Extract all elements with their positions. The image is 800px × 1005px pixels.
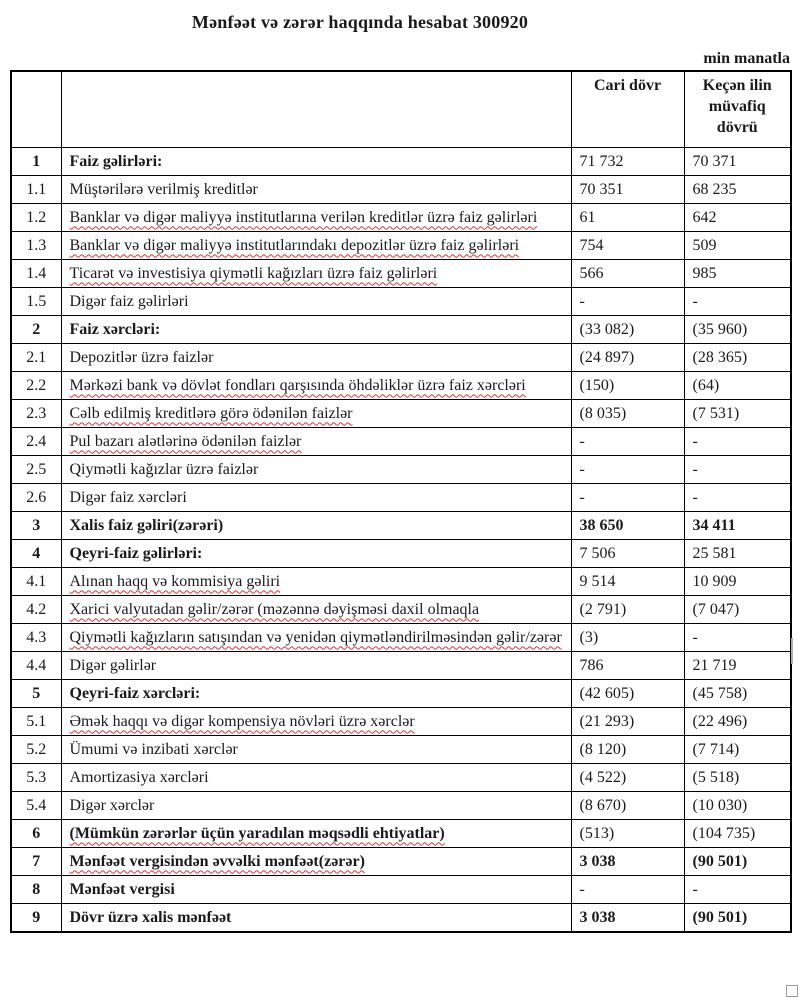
row-number: 6 bbox=[11, 819, 61, 847]
row-label: Ticarət və investisiya qiymətli kağızları üzrə faiz gəlirləri bbox=[61, 259, 571, 287]
row-current-value: 70 351 bbox=[571, 175, 684, 203]
table-row bbox=[11, 903, 791, 932]
header-label-column bbox=[61, 71, 571, 147]
table-row bbox=[11, 203, 791, 231]
row-number: 5.1 bbox=[11, 707, 61, 735]
row-previous-value: (64) bbox=[684, 371, 791, 399]
row-label: Xarici valyutadan gəlir/zərər (məzənnə dəyişməsi daxil olmaqla bbox=[61, 595, 571, 623]
header-previous-period: Keçən ilin müvafiq dövrü bbox=[684, 71, 791, 147]
row-previous-value: 509 bbox=[684, 231, 791, 259]
row-label: Faiz gəlirləri: bbox=[61, 147, 571, 175]
row-previous-value: (90 501) bbox=[684, 903, 791, 932]
row-current-value: 61 bbox=[571, 203, 684, 231]
row-current-value: - bbox=[571, 427, 684, 455]
table-row bbox=[11, 623, 791, 651]
table-row bbox=[11, 679, 791, 707]
row-label: Amortizasiya xərcləri bbox=[61, 763, 571, 791]
table-row bbox=[11, 819, 791, 847]
row-current-value: (42 605) bbox=[571, 679, 684, 707]
row-number: 5 bbox=[11, 679, 61, 707]
row-label: Depozitlər üzrə faizlər bbox=[61, 343, 571, 371]
row-number: 4.2 bbox=[11, 595, 61, 623]
row-number: 2 bbox=[11, 315, 61, 343]
row-label: Mərkəzi bank və dövlət fondları qarşısında öhdəliklər üzrə faiz xərcləri bbox=[61, 371, 571, 399]
row-previous-value: (35 960) bbox=[684, 315, 791, 343]
row-previous-value: 642 bbox=[684, 203, 791, 231]
row-number: 4.4 bbox=[11, 651, 61, 679]
row-number: 2.3 bbox=[11, 399, 61, 427]
row-previous-value: (104 735) bbox=[684, 819, 791, 847]
row-current-value: (8 120) bbox=[571, 735, 684, 763]
row-number: 9 bbox=[11, 903, 61, 932]
row-current-value: 786 bbox=[571, 651, 684, 679]
text-cursor-artifact bbox=[791, 638, 793, 664]
row-label: Mənfəət vergisi bbox=[61, 875, 571, 903]
row-previous-value: 21 719 bbox=[684, 651, 791, 679]
row-previous-value: - bbox=[684, 427, 791, 455]
table-row bbox=[11, 707, 791, 735]
unit-note: min manatla bbox=[703, 50, 790, 67]
row-current-value: - bbox=[571, 875, 684, 903]
table-row bbox=[11, 763, 791, 791]
row-label: Qiymətli kağızların satışından və yenidən qiymətləndirilməsindən gəlir/zərər bbox=[61, 623, 571, 651]
row-label: Mənfəət vergisindən əvvəlki mənfəət(zərər) bbox=[61, 847, 571, 875]
header-row bbox=[11, 71, 791, 147]
table-row bbox=[11, 567, 791, 595]
row-current-value: (21 293) bbox=[571, 707, 684, 735]
row-label: Pul bazarı alətlərinə ödənilən faizlər bbox=[61, 427, 571, 455]
row-previous-value: (7 047) bbox=[684, 595, 791, 623]
row-current-value: (2 791) bbox=[571, 595, 684, 623]
row-number: 2.6 bbox=[11, 483, 61, 511]
table-row bbox=[11, 847, 791, 875]
row-current-value: 3 038 bbox=[571, 847, 684, 875]
table-row bbox=[11, 147, 791, 175]
row-previous-value: (7 714) bbox=[684, 735, 791, 763]
row-label: Cəlb edilmiş kreditlərə görə ödənilən faizlər bbox=[61, 399, 571, 427]
row-label: Banklar və digər maliyyə institutlarına verilən kreditlər üzrə faiz gəlirləri bbox=[61, 203, 571, 231]
table-row bbox=[11, 455, 791, 483]
row-number: 4 bbox=[11, 539, 61, 567]
row-label: Ümumi və inzibati xərclər bbox=[61, 735, 571, 763]
row-previous-value: - bbox=[684, 875, 791, 903]
table-row bbox=[11, 539, 791, 567]
row-current-value: 9 514 bbox=[571, 567, 684, 595]
row-current-value: (513) bbox=[571, 819, 684, 847]
document-title: Mənfəət və zərər haqqında hesabat 300920 bbox=[191, 12, 529, 32]
table-row bbox=[11, 791, 791, 819]
row-label: Qeyri-faiz gəlirləri: bbox=[61, 539, 571, 567]
row-previous-value: 68 235 bbox=[684, 175, 791, 203]
row-previous-value: (28 365) bbox=[684, 343, 791, 371]
table-row bbox=[11, 371, 791, 399]
row-current-value: 71 732 bbox=[571, 147, 684, 175]
row-label: Digər faiz xərcləri bbox=[61, 483, 571, 511]
row-previous-value: (45 758) bbox=[684, 679, 791, 707]
row-number: 2.2 bbox=[11, 371, 61, 399]
row-current-value: - bbox=[571, 483, 684, 511]
row-number: 2.5 bbox=[11, 455, 61, 483]
row-number: 1.1 bbox=[11, 175, 61, 203]
row-label: Dövr üzrə xalis mənfəət bbox=[61, 903, 571, 932]
row-label: Digər faiz gəlirləri bbox=[61, 287, 571, 315]
row-current-value: (4 522) bbox=[571, 763, 684, 791]
row-previous-value: (22 496) bbox=[684, 707, 791, 735]
table-row bbox=[11, 287, 791, 315]
row-previous-value: 10 909 bbox=[684, 567, 791, 595]
row-previous-value: - bbox=[684, 455, 791, 483]
row-previous-value: 70 371 bbox=[684, 147, 791, 175]
row-current-value: - bbox=[571, 455, 684, 483]
row-number: 5.2 bbox=[11, 735, 61, 763]
table-row bbox=[11, 175, 791, 203]
table-row bbox=[11, 735, 791, 763]
row-label: Banklar və digər maliyyə institutlarındakı depozitlər üzrə faiz gəlirləri bbox=[61, 231, 571, 259]
row-label: Faiz xərcləri: bbox=[61, 315, 571, 343]
row-number: 3 bbox=[11, 511, 61, 539]
row-label: Alınan haqq və kommisiya gəliri bbox=[61, 567, 571, 595]
table-row bbox=[11, 315, 791, 343]
table-row bbox=[11, 483, 791, 511]
table-row bbox=[11, 427, 791, 455]
row-previous-value: 985 bbox=[684, 259, 791, 287]
row-label: Digər xərclər bbox=[61, 791, 571, 819]
table-row bbox=[11, 259, 791, 287]
row-previous-value: 25 581 bbox=[684, 539, 791, 567]
row-current-value: 38 650 bbox=[571, 511, 684, 539]
table-row bbox=[11, 511, 791, 539]
header-current-period: Cari dövr bbox=[571, 71, 684, 147]
row-number: 8 bbox=[11, 875, 61, 903]
row-label: Qeyri-faiz xərcləri: bbox=[61, 679, 571, 707]
row-number: 5.3 bbox=[11, 763, 61, 791]
row-previous-value: (7 531) bbox=[684, 399, 791, 427]
row-previous-value: - bbox=[684, 623, 791, 651]
row-label: Digər gəlirlər bbox=[61, 651, 571, 679]
header-number-column bbox=[11, 71, 61, 147]
table-row bbox=[11, 595, 791, 623]
row-label: Əmək haqqı və digər kompensiya növləri üzrə xərclər bbox=[61, 707, 571, 735]
row-number: 7 bbox=[11, 847, 61, 875]
row-current-value: 7 506 bbox=[571, 539, 684, 567]
table-row bbox=[11, 343, 791, 371]
row-previous-value: (90 501) bbox=[684, 847, 791, 875]
row-number: 1.2 bbox=[11, 203, 61, 231]
row-label: (Mümkün zərərlər üçün yaradılan məqsədli ehtiyatlar) bbox=[61, 819, 571, 847]
table-row bbox=[11, 875, 791, 903]
row-current-value: - bbox=[571, 287, 684, 315]
row-number: 2.4 bbox=[11, 427, 61, 455]
row-number: 1.5 bbox=[11, 287, 61, 315]
table-row bbox=[11, 231, 791, 259]
row-number: 1 bbox=[11, 147, 61, 175]
row-label: Müştərilərə verilmiş kreditlər bbox=[61, 175, 571, 203]
row-current-value: 566 bbox=[571, 259, 684, 287]
table-row bbox=[11, 651, 791, 679]
row-number: 4.1 bbox=[11, 567, 61, 595]
profit-loss-table bbox=[10, 70, 792, 933]
row-number: 1.3 bbox=[11, 231, 61, 259]
row-current-value: (24 897) bbox=[571, 343, 684, 371]
row-previous-value: 34 411 bbox=[684, 511, 791, 539]
row-previous-value: (5 518) bbox=[684, 763, 791, 791]
row-number: 5.4 bbox=[11, 791, 61, 819]
row-current-value: (3) bbox=[571, 623, 684, 651]
row-previous-value: - bbox=[684, 287, 791, 315]
row-number: 1.4 bbox=[11, 259, 61, 287]
row-label: Xalis faiz gəliri(zərəri) bbox=[61, 511, 571, 539]
row-previous-value: (10 030) bbox=[684, 791, 791, 819]
row-current-value: (150) bbox=[571, 371, 684, 399]
row-current-value: (8 035) bbox=[571, 399, 684, 427]
row-label: Qiymətli kağızlar üzrə faizlər bbox=[61, 455, 571, 483]
row-number: 2.1 bbox=[11, 343, 61, 371]
table-resize-handle[interactable] bbox=[786, 985, 798, 997]
row-current-value: 754 bbox=[571, 231, 684, 259]
row-current-value: (33 082) bbox=[571, 315, 684, 343]
row-number: 4.3 bbox=[11, 623, 61, 651]
row-current-value: (8 670) bbox=[571, 791, 684, 819]
row-current-value: 3 038 bbox=[571, 903, 684, 932]
table-row bbox=[11, 399, 791, 427]
row-previous-value: - bbox=[684, 483, 791, 511]
